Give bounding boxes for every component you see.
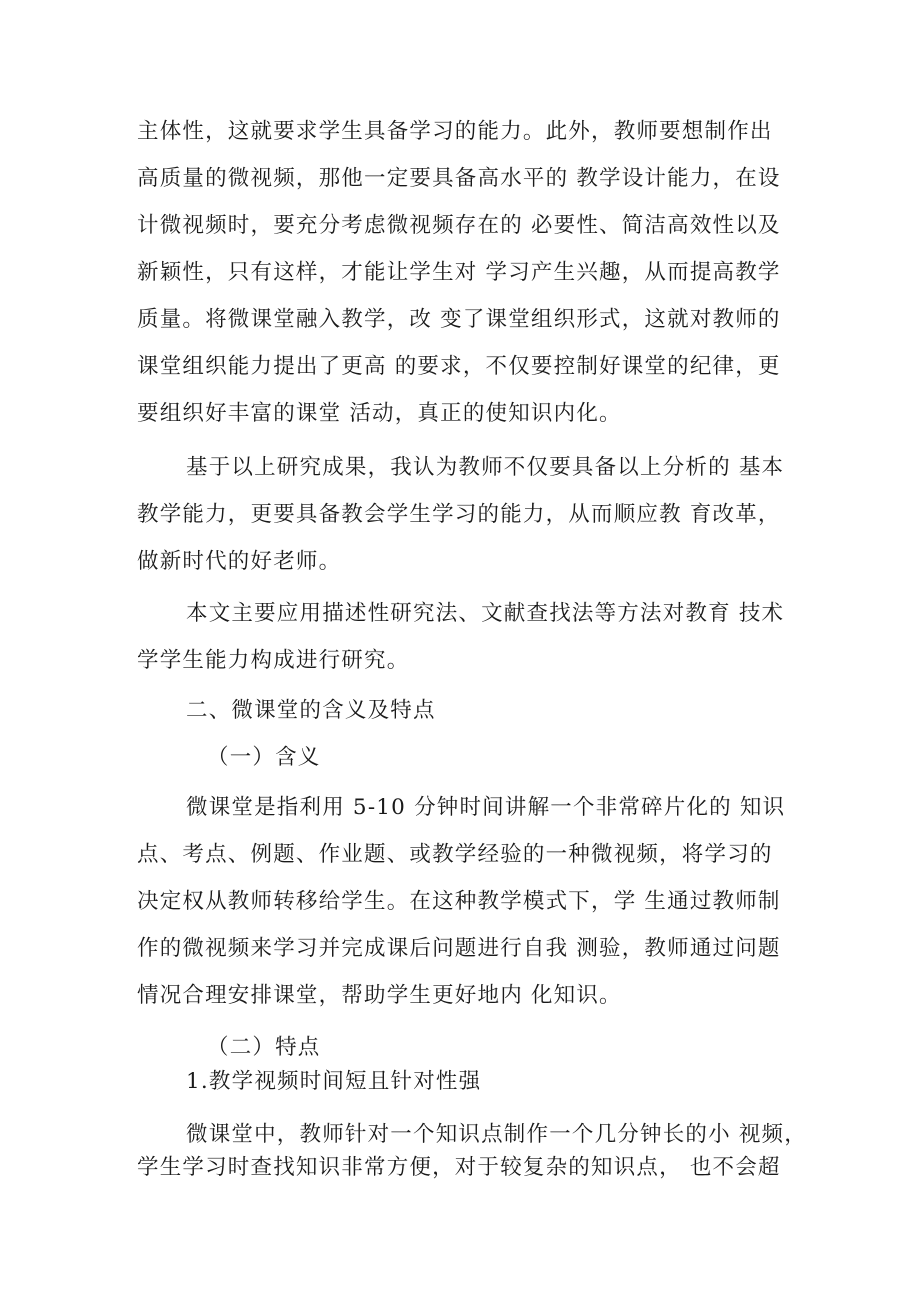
paragraph-line: 本文主要应用描述性研究法、文献查找法等方法对教育 技术 bbox=[186, 601, 785, 626]
paragraph-line: 课堂组织能力提出了更高 的要求，不仅要控制好课堂的纪律，更 bbox=[137, 354, 781, 379]
section-heading: 二、微课堂的含义及特点 bbox=[186, 698, 436, 723]
paragraph-line: 质量。将微课堂融入教学，改 变了课堂组织形式，这就对教师的 bbox=[137, 307, 781, 332]
paragraph-line: 决定权从教师转移给学生。在这种教学模式下，学 生通过教师制 bbox=[137, 889, 781, 914]
paragraph-line: 教学能力，更要具备教会学生学习的能力，从而顺应教 育改革， bbox=[137, 502, 781, 527]
paragraph-line: 基于以上研究成果，我认为教师不仅要具备以上分析的 基本 bbox=[186, 455, 785, 480]
paragraph-line: 微课堂中，教师针对一个知识点制作一个几分钟长的小 视频， bbox=[186, 1122, 807, 1147]
paragraph-line: 要组织好丰富的课堂 活动，真正的使知识内化。 bbox=[137, 401, 622, 426]
paragraph-line: 学学生能力构成进行研究。 bbox=[137, 648, 410, 673]
paragraph-line: 作的微视频来学习并完成课后问题进行自我 测验，教师通过问题 bbox=[137, 936, 781, 961]
paragraph-line: 学生学习时查找知识非常方便，对于较复杂的知识点， 也不会超 bbox=[137, 1155, 781, 1180]
subsection-heading: （二）特点 bbox=[207, 1035, 321, 1060]
paragraph-line: 微课堂是指利用 5-10 分钟时间讲解一个非常碎片化的 知识 bbox=[186, 795, 786, 820]
paragraph-line: 做新时代的好老师。 bbox=[137, 549, 342, 574]
subsection-heading: （一）含义 bbox=[207, 745, 321, 770]
paragraph-line: 点、考点、例题、作业题、或教学经验的一种微视频，将学习的 bbox=[137, 842, 773, 867]
paragraph-line: 新颖性，只有这样，才能让学生对 学习产生兴趣，从而提高教学 bbox=[137, 260, 781, 285]
numbered-item-heading: 1.教学视频时间短且针对性强 bbox=[186, 1069, 482, 1094]
paragraph-line: 计微视频时，要充分考虑微视频存在的 必要性、简洁高效性以及 bbox=[137, 213, 781, 238]
paragraph-line: 主体性，这就要求学生具备学习的能力。此外，教师要想制作出 bbox=[137, 119, 773, 144]
paragraph-line: 情况合理安排课堂，帮助学生更好地内 化知识。 bbox=[137, 983, 622, 1008]
paragraph-line: 高质量的微视频，那他一定要具备高水平的 教学设计能力，在设 bbox=[137, 166, 781, 191]
